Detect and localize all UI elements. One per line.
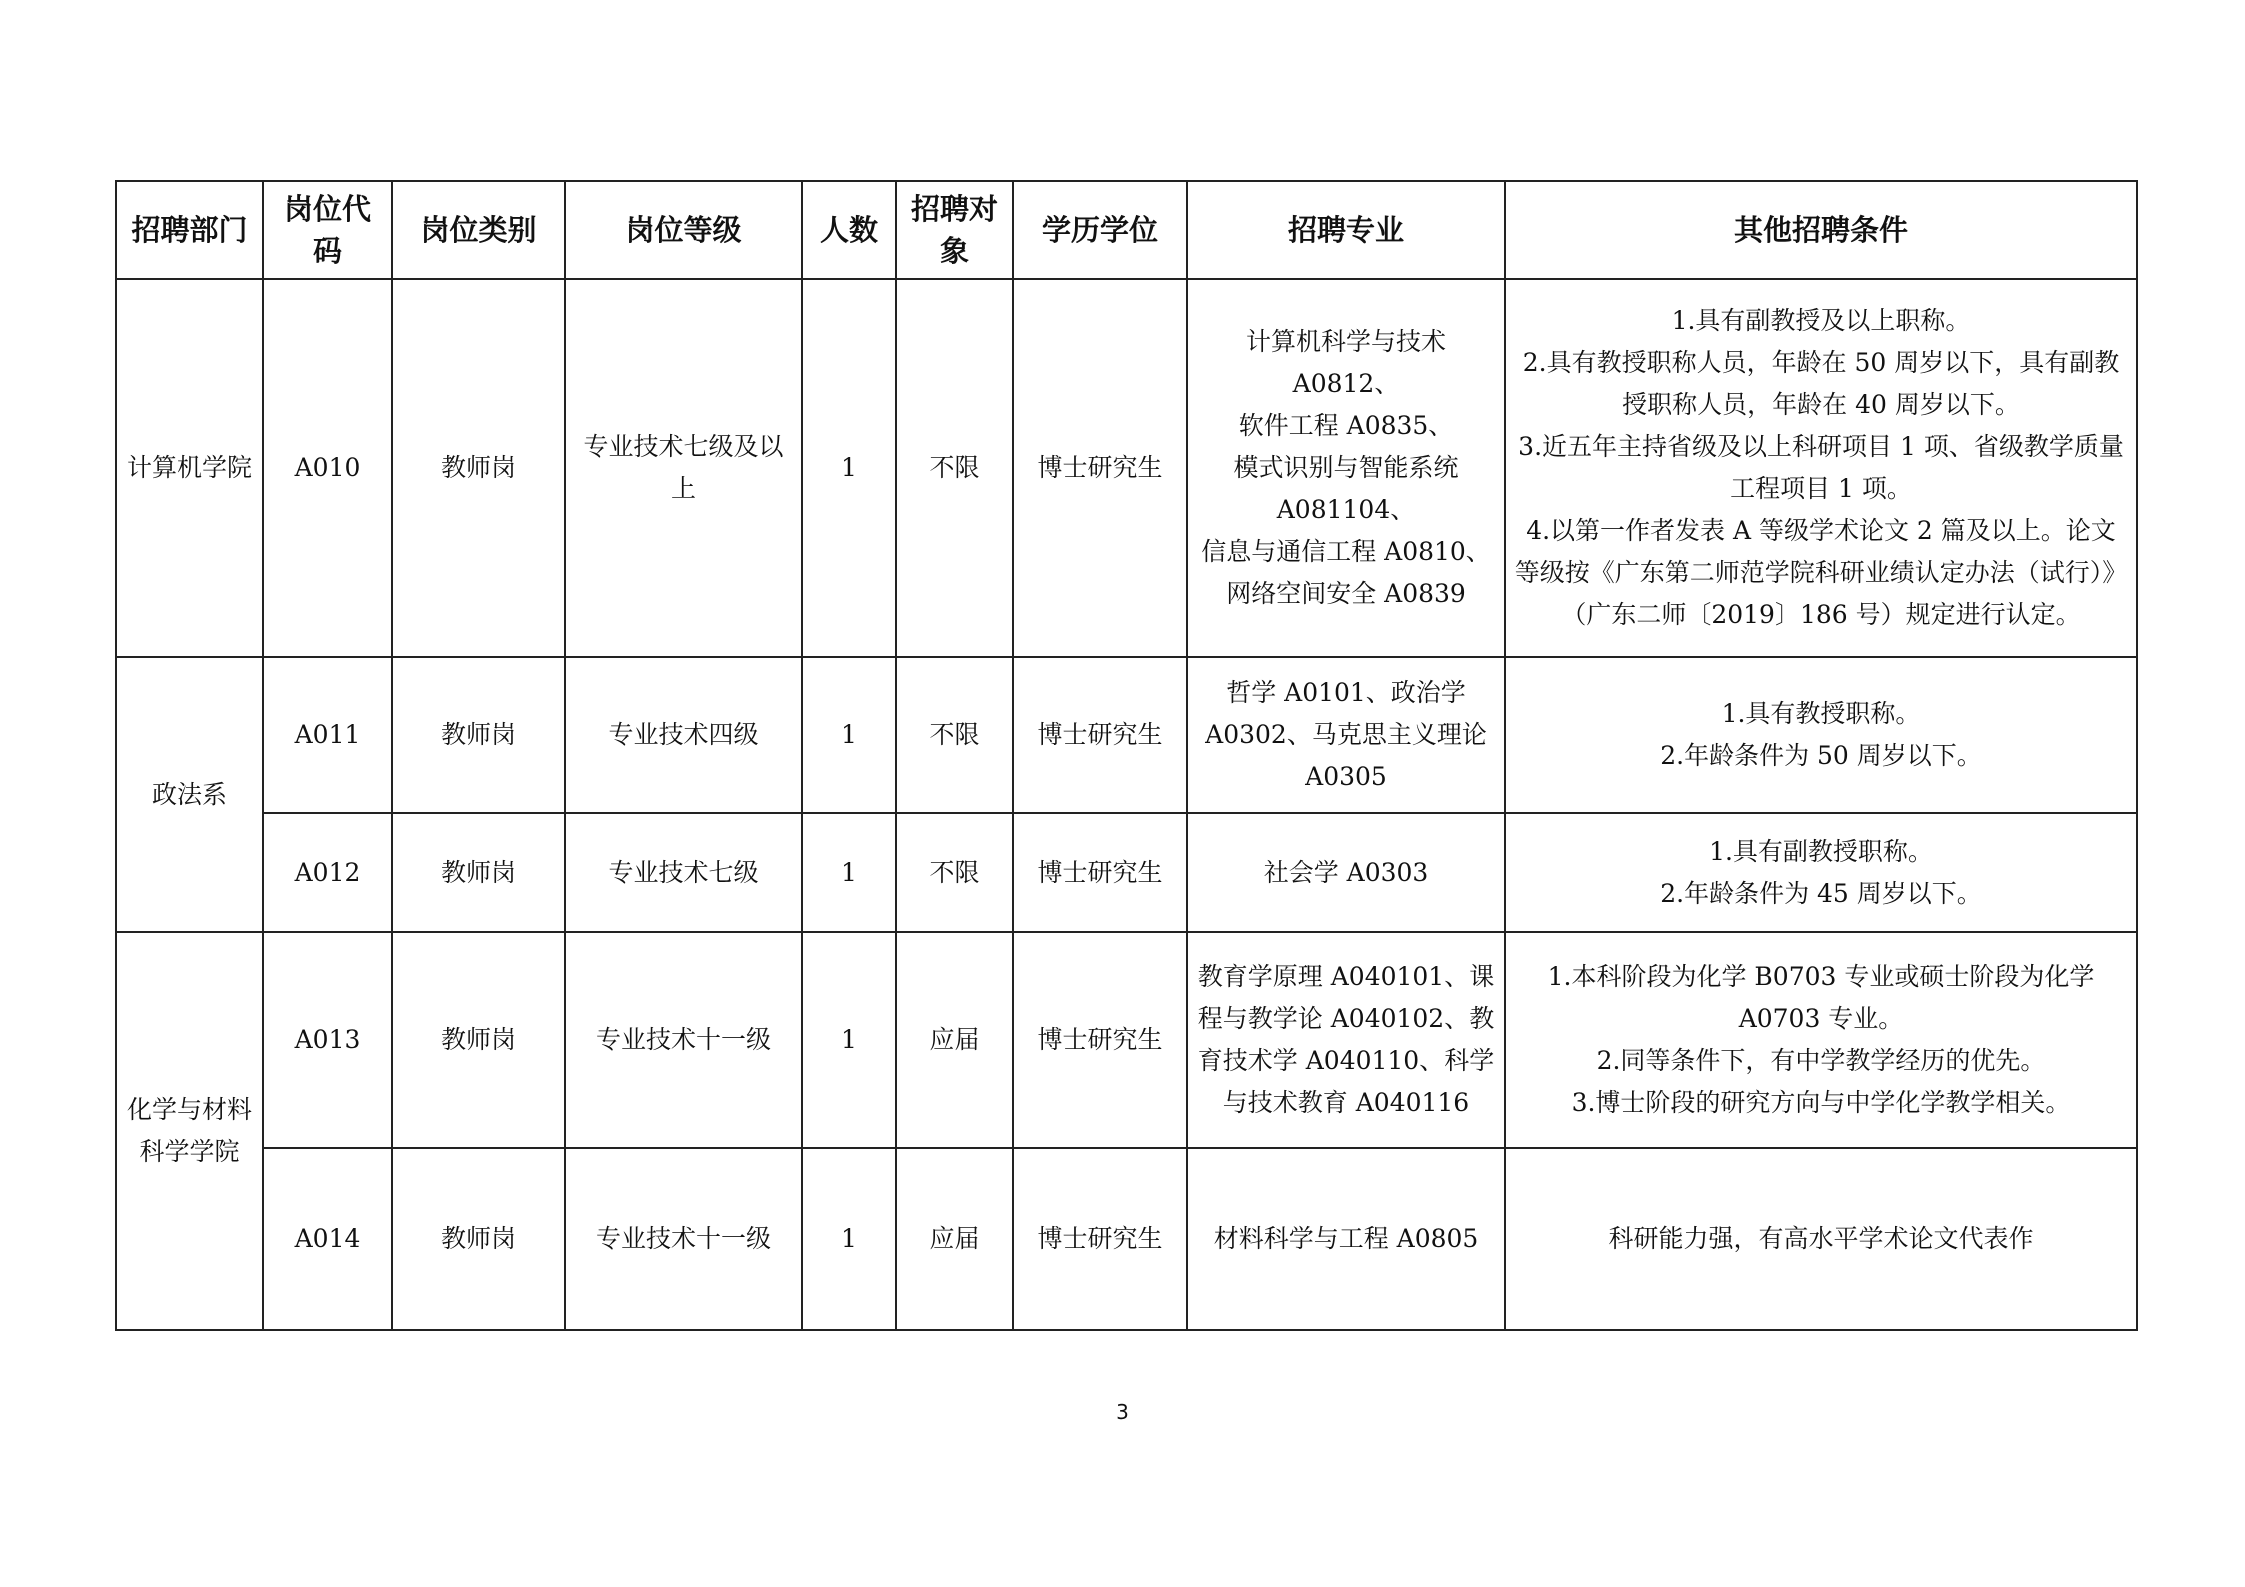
major-line: 计算机科学与技术 [1245,327,1446,356]
condition-item: 4.以第一作者发表 A 等级学术论文 2 篇及以上。论文等级按《广东第二师范学院科研业绩认定办法（试行）》（广东二师〔2019〕186 号）规定进行认定。 [1514,516,2128,629]
table-row [116,813,2137,932]
header-major: 招聘专业 [1187,181,1505,279]
degree-cell: 博士研究生 [1013,279,1187,657]
category-cell: 教师岗 [392,813,565,932]
code-cell: A014 [263,1148,392,1330]
major-line: A081104、 [1276,495,1416,524]
major-line: 信息与通信工程 A0810、 [1201,537,1491,566]
condition-item: 2.年龄条件为 45 周岁以下。 [1660,878,1982,908]
category-cell: 教师岗 [392,279,565,657]
count-cell: 1 [802,279,896,657]
major-cell: 教育学原理 A040101、课程与教学论 A040102、教育技术学 A040110、科学与技术教育 A040116 [1187,932,1505,1148]
page-number: 3 [1116,1400,1129,1424]
major-cell [1187,279,1505,657]
major-cell [1187,657,1505,813]
count-cell: 1 [802,813,896,932]
code-cell: A010 [263,279,392,657]
major-line: 模式识别与智能系统 [1233,453,1459,482]
level-cell: 专业技术十一级 [565,932,802,1148]
conditions-cell [1505,279,2137,657]
header-dept: 招聘部门 [116,181,263,279]
count-cell: 1 [802,1148,896,1330]
header-count: 人数 [802,181,896,279]
condition-item: 2.同等条件下，有中学教学经历的优先。 [1596,1046,2046,1075]
condition-item: 2.年龄条件为 50 周岁以下。 [1660,741,1982,770]
category-cell: 教师岗 [392,657,565,813]
category-cell: 教师岗 [392,932,565,1148]
table-row [116,657,2137,813]
condition-item: 1.具有教授职称。 [1721,699,1921,728]
conditions-cell [1505,813,2137,932]
code-cell: A012 [263,813,392,932]
degree-cell: 博士研究生 [1013,1148,1187,1330]
level-cell: 专业技术七级 [565,813,802,932]
dept-cell: 计算机学院 [116,279,263,657]
dept-cell: 政法系 [116,657,263,932]
category-cell: 教师岗 [392,1148,565,1330]
conditions-cell [1505,657,2137,813]
major-cell: 材料科学与工程 A0805 [1187,1148,1505,1330]
major-line: 软件工程 A0835、 [1238,411,1454,440]
header-row [116,181,2137,279]
conditions-cell [1505,932,2137,1148]
table-row [116,1148,2137,1330]
header-degree: 学历学位 [1013,181,1187,279]
major-line: A0302、马克思主义理论 [1205,720,1487,749]
header-code: 岗位代码 [263,181,392,279]
conditions-cell: 科研能力强，有高水平学术论文代表作 [1505,1148,2137,1330]
target-cell: 不限 [896,657,1013,813]
major-line: A0812、 [1292,369,1400,398]
level-cell: 专业技术七级及以上 [565,279,802,657]
header-conditions: 其他招聘条件 [1505,181,2137,279]
target-cell: 应届 [896,1148,1013,1330]
header-level: 岗位等级 [565,181,802,279]
target-cell: 不限 [896,813,1013,932]
count-cell: 1 [802,932,896,1148]
condition-item: 2.具有教授职称人员，年龄在 50 周岁以下，具有副教授职称人员，年龄在 40 周岁以下。 [1522,348,2120,419]
degree-cell: 博士研究生 [1013,813,1187,932]
table-row [116,279,2137,657]
major-line: 哲学 A0101、政治学 [1226,678,1466,707]
major-line: 网络空间安全 A0839 [1226,579,1466,608]
target-cell: 不限 [896,279,1013,657]
level-cell: 专业技术四级 [565,657,802,813]
condition-item: 1.具有副教授及以上职称。 [1671,306,1971,335]
degree-cell: 博士研究生 [1013,932,1187,1148]
table-row [116,932,2137,1148]
major-cell: 社会学 A0303 [1187,813,1505,932]
header-category: 岗位类别 [392,181,565,279]
condition-item: 3.博士阶段的研究方向与中学化学教学相关。 [1571,1088,2071,1117]
major-line: A0305 [1305,762,1387,791]
recruitment-table [115,180,2138,1331]
condition-item: 3.近五年主持省级及以上科研项目 1 项、省级教学质量工程项目 1 项。 [1518,432,2124,503]
dept-cell: 化学与材料科学学院 [116,932,263,1330]
target-cell: 应届 [896,932,1013,1148]
condition-item: 1.具有副教授职称。 [1709,836,1933,866]
header-target: 招聘对象 [896,181,1013,279]
level-cell: 专业技术十一级 [565,1148,802,1330]
code-cell: A011 [263,657,392,813]
code-cell: A013 [263,932,392,1148]
condition-item: 1.本科阶段为化学 B0703 专业或硕士阶段为化学 A0703 专业。 [1547,962,2095,1033]
degree-cell: 博士研究生 [1013,657,1187,813]
count-cell: 1 [802,657,896,813]
